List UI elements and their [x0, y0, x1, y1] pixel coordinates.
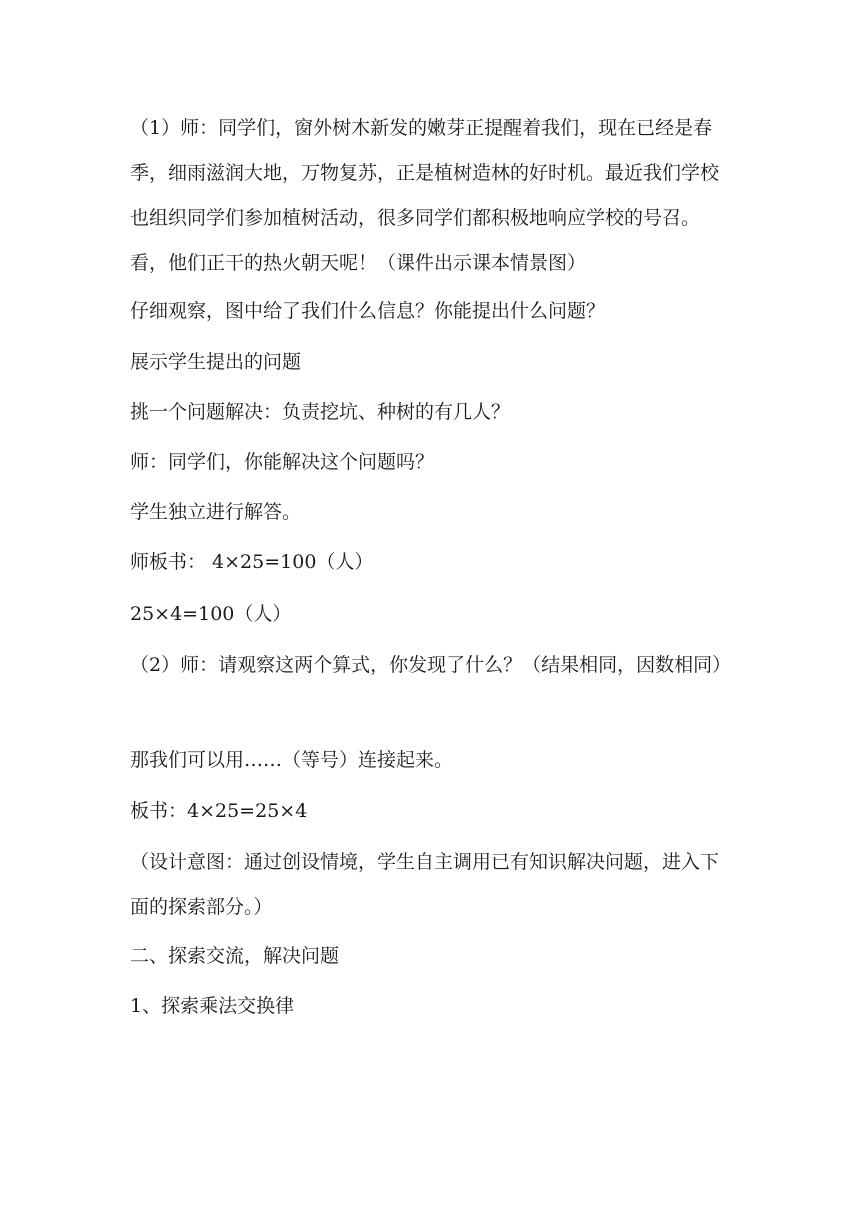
paragraph-student-answer: 学生独立进行解答。 [130, 501, 302, 523]
paragraph-design-intent: （设计意图：通过创设情境，学生自主调用已有知识解决问题，进入下面的探索部分。） [130, 851, 720, 918]
section-heading-explore: 二、探索交流，解决问题 [130, 945, 340, 967]
paragraph-show-questions: 展示学生提出的问题 [130, 351, 302, 373]
paragraph-observe-question: 仔细观察，图中给了我们什么信息？你能提出什么问题？ [130, 300, 606, 322]
paragraph-board-equation-1: 师板书： 4×25=100（人） [130, 551, 374, 573]
paragraph-board-equation-2: 25×4=100（人） [130, 603, 292, 625]
paragraph-compare-equations: （2）师：请观察这两个算式，你发现了什么？（结果相同，因数相同） [130, 654, 732, 676]
paragraph-pick-question: 挑一个问题解决：负责挖坑、种树的有几人？ [130, 401, 511, 423]
subsection-heading-commutative-law: 1、探索乘法交换律 [130, 995, 295, 1017]
paragraph-board-commutative: 板书：4×25=25×4 [130, 800, 308, 822]
paragraph-teacher-ask: 师：同学们，你能解决这个问题吗？ [130, 451, 435, 473]
paragraph-intro: （1）师：同学们，窗外树木新发的嫩芽正提醒着我们，现在已经是春季，细雨滋润大地，万物复苏，正是植树造林的好时机。最近我们学校也组织同学们参加植树活动，很多同学们都积极地响应学校的号召。看，他们正干的热火朝天呢！（课件出示课本情景图） [130, 117, 720, 274]
paragraph-connect-equal: 那我们可以用……（等号）连接起来。 [130, 749, 454, 771]
